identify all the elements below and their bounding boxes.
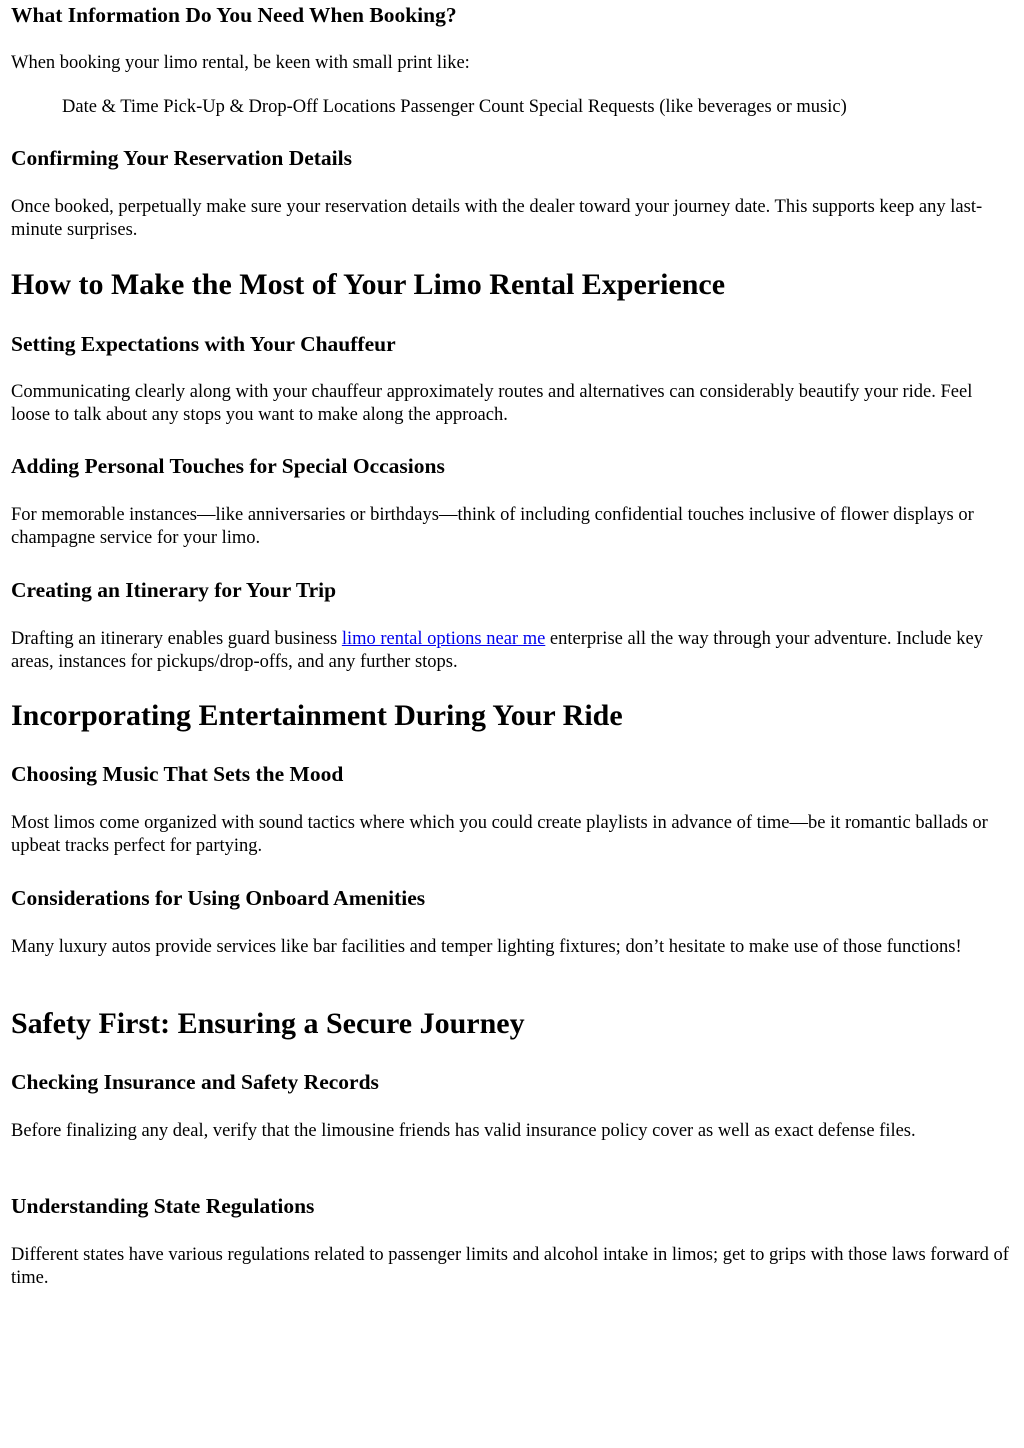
paragraph-onboard-amenities: Many luxury autos provide services like bar facilities and temper lighting fixtures; don’t hesitate to make use of those functions! <box>11 937 962 957</box>
paragraph-insurance-safety-records: Before finalizing any deal, verify that the limousine friends has valid insurance policy cover as well as exact defense files. <box>11 1121 916 1141</box>
paragraph-personal-touches: For memorable instances—like anniversaries or birthdays—think of including confidential touches inclusive of flower displays or champagne service for your limo. <box>11 505 974 548</box>
heading-safety-first: Safety First: Ensuring a Secure Journey <box>11 1007 525 1040</box>
limo-rental-options-link[interactable]: limo rental options near me <box>341 629 546 649</box>
itinerary-text-after-link: enterprise all the way through your adventure. Include key areas, instances for pickups/drop-offs, and any further stops. <box>11 629 983 672</box>
heading-make-the-most: How to Make the Most of Your Limo Rental Experience <box>11 268 726 301</box>
paragraph-state-regulations: Different states have various regulations related to passenger limits and alcohol intake in limos; get to grips with those laws forward of time. <box>11 1245 1009 1288</box>
heading-choosing-music: Choosing Music That Sets the Mood <box>11 762 344 786</box>
heading-setting-expectations: Setting Expectations with Your Chauffeur <box>11 332 396 356</box>
heading-personal-touches: Adding Personal Touches for Special Occasions <box>11 454 445 478</box>
paragraph-setting-expectations: Communicating clearly along with your chauffeur approximately routes and alternatives can considerably beautify your ride. Feel loose to talk about any stops you want to make along the approach. <box>11 382 973 425</box>
heading-booking-information: What Information Do You Need When Booking? <box>11 3 457 27</box>
paragraph-creating-itinerary <box>11 628 1011 674</box>
heading-state-regulations: Understanding State Regulations <box>11 1194 315 1218</box>
paragraph-booking-intro: When booking your limo rental, be keen with small print like: <box>11 53 470 73</box>
heading-insurance-safety-records: Checking Insurance and Safety Records <box>11 1070 379 1094</box>
heading-confirming-reservation: Confirming Your Reservation Details <box>11 146 352 170</box>
paragraph-confirming-reservation: Once booked, perpetually make sure your reservation details with the dealer toward your journey date. This supports keep any last-minute surprises. <box>11 197 983 240</box>
heading-incorporating-entertainment: Incorporating Entertainment During Your Ride <box>11 699 623 732</box>
heading-onboard-amenities: Considerations for Using Onboard Amenities <box>11 886 426 910</box>
itinerary-text-before-link: Drafting an itinerary enables guard business <box>11 629 342 649</box>
booking-details-list: Date & Time Pick-Up & Drop-Off Locations Passenger Count Special Requests (like beverages or music) <box>62 97 847 117</box>
heading-creating-itinerary: Creating an Itinerary for Your Trip <box>11 578 337 602</box>
paragraph-choosing-music: Most limos come organized with sound tactics where which you could create playlists in advance of time—be it romantic ballads or upbeat tracks perfect for partying. <box>11 813 988 856</box>
